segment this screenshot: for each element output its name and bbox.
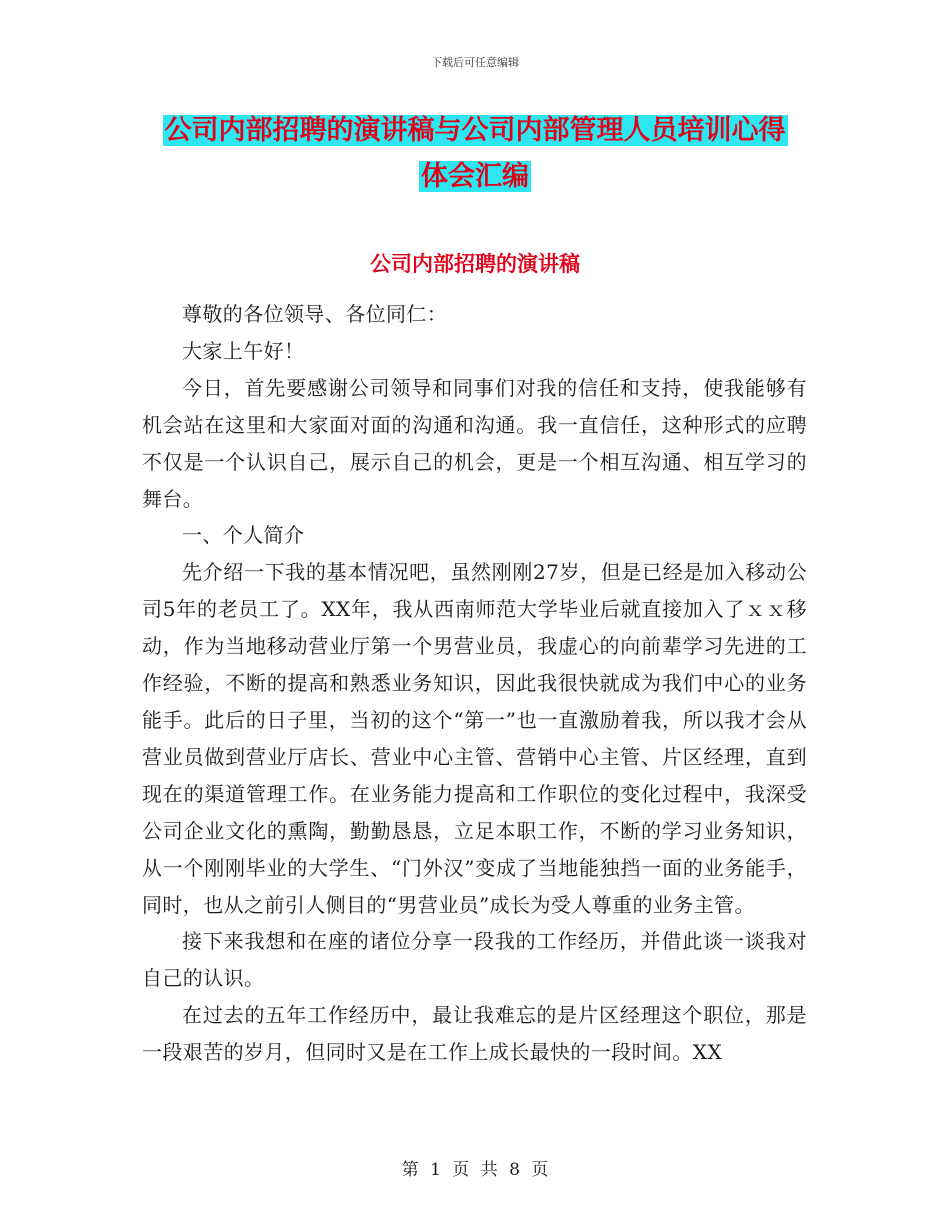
page-header-note: 下载后可任意编辑 bbox=[431, 56, 519, 69]
document-title bbox=[140, 108, 810, 200]
body-paragraph: 接下来我想和在座的诸位分享一段我的工作经历，并借此谈一谈我对自己的认识。 bbox=[142, 929, 807, 991]
document-title-line-2: 体会汇编 bbox=[421, 161, 529, 192]
salutation-paragraph: 尊敬的各位领导、各位同仁： bbox=[182, 302, 448, 326]
page-number-footer: 第 1 页 共 8 页 bbox=[401, 1160, 549, 1180]
document-title-line-1: 公司内部招聘的演讲稿与公司内部管理人员培训心得 bbox=[164, 115, 786, 146]
section-heading-paragraph: 一、个人简介 bbox=[182, 523, 305, 548]
greeting-paragraph: 大家上午好！ bbox=[182, 338, 305, 363]
body-paragraph: 在过去的五年工作经历中，最让我难忘的是片区经理这个职位，那是一段艰苦的岁月，但同时又是在工作上成长最快的一段时间。XX bbox=[142, 1003, 807, 1065]
body-paragraph: 今日，首先要感谢公司领导和同事们对我的信任和支持，使我能够有机会站在这里和大家面对面的沟通和沟通。我一直信任，这种形式的应聘不仅是一个认识自己，展示自己的机会，更是一个相互沟通、相互学习的舞台。 bbox=[142, 375, 807, 511]
section-title: 公司内部招聘的演讲稿 bbox=[370, 252, 580, 276]
document-body bbox=[142, 296, 807, 1071]
body-paragraph: 先介绍一下我的基本情况吧，虽然刚刚27岁，但是已经是加入移动公司5年的老员工了。XX年，我从西南师范大学毕业后就直接加入了ｘｘ移动，作为当地移动营业厅第一个男营业员，我虚心的向前辈学习先进的工作经验，不断的提高和熟悉业务知识，因此我很快就成为我们中心的业务能手。此后的日子里，当初的这个“第一”也一直激励着我，所以我才会从营业员做到营业厅店长、营业中心主管、营销中心主管、片区经理，直到现在的渠道管理工作。在业务能力提高和工作职位的变化过程中，我深受公司企业文化的熏陶，勤勤恳恳，立足本职工作，不断的学习业务知识，从一个刚刚毕业的大学生、“门外汉”变成了当地能独挡一面的业务能手，同时，也从之前引人侧目的“男营业员”成长为受人尊重的业务主管。 bbox=[142, 560, 807, 917]
